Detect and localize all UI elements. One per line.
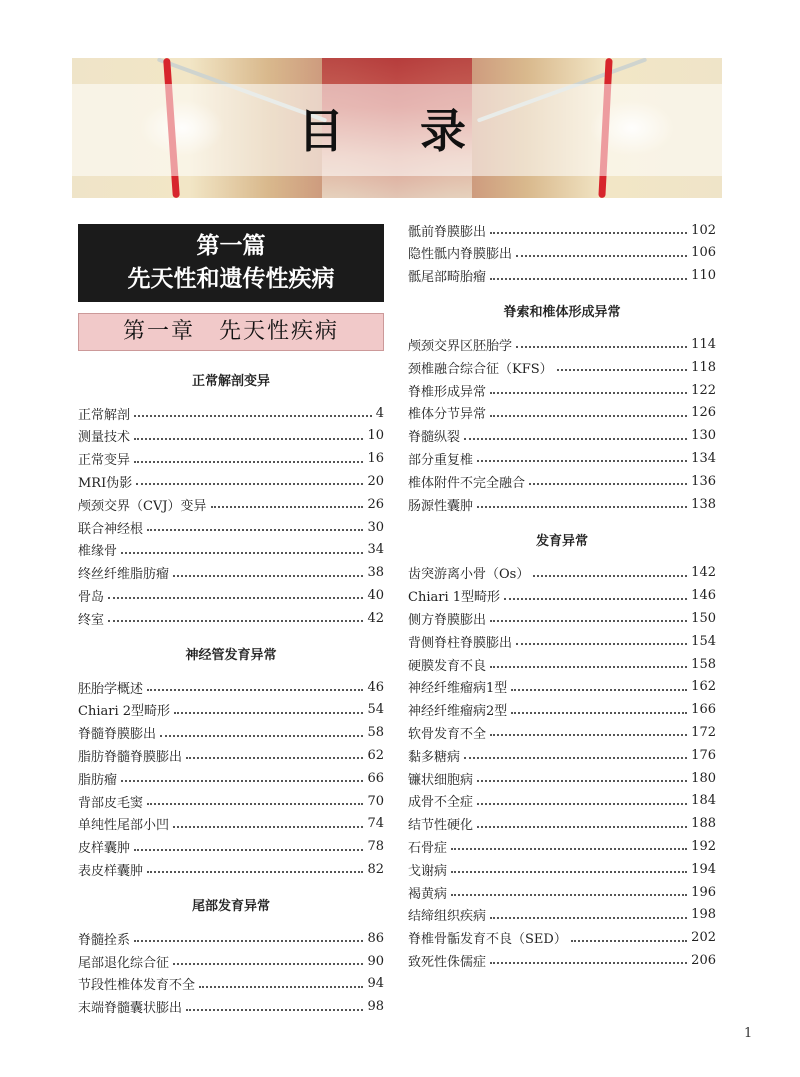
toc-entry[interactable] — [78, 562, 384, 584]
toc-entry[interactable] — [408, 379, 716, 401]
toc-entry[interactable] — [78, 699, 384, 721]
toc-entry-title: 隐性骶内脊膜膨出 — [408, 247, 513, 263]
page-number: 1 — [744, 1026, 753, 1041]
toc-entry[interactable] — [78, 767, 384, 789]
dot-leader — [477, 803, 687, 805]
dot-leader — [516, 643, 687, 645]
toc-entry-page: 78 — [367, 839, 384, 855]
toc-entry-page: 188 — [691, 816, 716, 832]
toc-entry[interactable] — [78, 539, 384, 561]
toc-entry[interactable] — [408, 927, 716, 949]
toc-entry-page: 66 — [367, 770, 384, 786]
dot-leader — [511, 689, 687, 691]
toc-entry[interactable] — [408, 333, 716, 355]
toc-entry-title: 脊椎骨骺发育不良（SED） — [408, 932, 567, 948]
toc-entry-title: 齿突游离小骨（Os） — [408, 567, 530, 583]
toc-entry-page: 134 — [691, 450, 716, 466]
toc-entry[interactable] — [408, 721, 716, 743]
toc-entry-title: 背侧脊柱脊膜膨出 — [408, 635, 513, 651]
toc-entry[interactable] — [408, 881, 716, 903]
toc-entry-title: 椎体附件不完全融合 — [408, 475, 526, 491]
toc-entry-page: 136 — [691, 473, 716, 489]
toc-entry-title: 结缔组织疾病 — [408, 909, 487, 925]
toc-entry-page: 4 — [375, 405, 384, 421]
toc-entry-page: 26 — [367, 496, 384, 512]
toc-entry[interactable] — [78, 448, 384, 470]
toc-entry-page: 110 — [691, 268, 716, 284]
toc-entry-title: 表皮样囊肿 — [78, 863, 144, 879]
toc-entry-page: 58 — [367, 725, 384, 741]
section-heading: 发育异常 — [535, 533, 588, 549]
toc-entry-title: 骶前脊膜膨出 — [408, 224, 487, 240]
toc-entry-title: 颅颈交界（CVJ）变异 — [78, 498, 207, 514]
dot-leader — [186, 757, 363, 759]
dot-leader — [147, 689, 363, 691]
toc-entry-page: 184 — [691, 793, 716, 809]
toc-entry-title: 正常解剖 — [78, 407, 131, 423]
toc-entry-title: 硬膜发育不良 — [408, 658, 487, 674]
toc-entry-page: 86 — [367, 930, 384, 946]
toc-entry-title: 戈谢病 — [408, 863, 448, 879]
toc-entry-title: 终丝纤维脂肪瘤 — [78, 567, 170, 583]
dot-leader — [490, 415, 687, 417]
toc-entry-page: 122 — [691, 382, 716, 398]
page-title: 目 录 — [297, 104, 496, 158]
toc-entry[interactable] — [408, 470, 716, 492]
toc-entry-page: 54 — [367, 702, 384, 718]
dot-leader — [134, 849, 363, 851]
toc-entry-page: 176 — [691, 747, 716, 763]
toc-entry[interactable] — [78, 973, 384, 995]
dot-leader — [490, 734, 687, 736]
toc-entry-title: 联合神经根 — [78, 521, 144, 537]
part-title: 先天性和遗传性疾病 — [127, 266, 335, 292]
toc-entry[interactable] — [408, 402, 716, 424]
dot-leader — [108, 620, 363, 622]
dot-leader — [557, 369, 688, 371]
toc-entry-title: 骶尾部畸胎瘤 — [408, 270, 487, 286]
dot-leader — [134, 438, 363, 440]
toc-entry-title: 石骨症 — [408, 840, 448, 856]
toc-entry[interactable] — [408, 265, 716, 287]
toc-entry-page: 158 — [691, 656, 716, 672]
toc-entry[interactable] — [78, 927, 384, 949]
toc-entry[interactable] — [408, 767, 716, 789]
toc-entry[interactable] — [408, 607, 716, 629]
toc-entry[interactable] — [78, 676, 384, 698]
dot-leader — [136, 483, 363, 485]
toc-entry-title: MRI伪影 — [78, 475, 133, 491]
dot-leader — [173, 963, 363, 965]
toc-entry-title: 椎缘骨 — [78, 544, 118, 560]
toc-entry-page: 40 — [367, 587, 384, 603]
dot-leader — [504, 598, 687, 600]
toc-entry-page: 162 — [691, 679, 716, 695]
toc-entry-title: 骨岛 — [78, 589, 105, 605]
dot-leader — [490, 392, 687, 394]
toc-entry[interactable] — [408, 676, 716, 698]
toc-entry-page: 94 — [367, 976, 384, 992]
toc-entry[interactable] — [408, 493, 716, 515]
toc-entry-page: 38 — [367, 565, 384, 581]
toc-entry-page: 62 — [367, 747, 384, 763]
dot-leader — [490, 620, 687, 622]
toc-entry-title: 单纯性尾部小凹 — [78, 818, 170, 834]
toc-entry-title: 神经纤维瘤病2型 — [408, 704, 508, 720]
title-banner — [72, 58, 722, 198]
dot-leader — [121, 552, 363, 554]
toc-entry-title: 神经纤维瘤病1型 — [408, 681, 508, 697]
toc-entry[interactable] — [78, 493, 384, 515]
toc-entry[interactable] — [78, 813, 384, 835]
dot-leader — [134, 461, 363, 463]
toc-entry-page: 138 — [691, 496, 716, 512]
dot-leader — [451, 894, 687, 896]
toc-entry-title: 结节性硬化 — [408, 818, 474, 834]
toc-entry-page: 196 — [691, 884, 716, 900]
dot-leader — [147, 803, 363, 805]
dot-leader — [147, 871, 363, 873]
toc-entry-title: 胚胎学概述 — [78, 681, 144, 697]
toc-entry-page: 142 — [691, 565, 716, 581]
toc-entry-page: 20 — [367, 473, 384, 489]
toc-entry[interactable] — [408, 949, 716, 971]
toc-entry-page: 192 — [691, 838, 716, 854]
toc-entry[interactable] — [408, 447, 716, 469]
toc-entry-page: 82 — [367, 861, 384, 877]
dot-leader — [464, 438, 687, 440]
toc-entry-page: 206 — [691, 952, 716, 968]
dot-leader — [134, 940, 363, 942]
toc-entry-title: 黏多糖病 — [408, 749, 461, 765]
dot-leader — [529, 483, 687, 485]
toc-entry-page: 46 — [367, 679, 384, 695]
toc-entry-title: 脊椎形成异常 — [408, 384, 487, 400]
dot-leader — [511, 712, 687, 714]
toc-entry-page: 198 — [691, 907, 716, 923]
toc-entry-page: 98 — [367, 999, 384, 1015]
section-heading: 脊索和椎体形成异常 — [503, 305, 621, 321]
toc-entry[interactable] — [78, 402, 384, 424]
toc-entry[interactable] — [78, 607, 384, 629]
dot-leader — [533, 575, 687, 577]
toc-entry[interactable] — [78, 858, 384, 880]
dot-leader — [490, 962, 687, 964]
toc-entry[interactable] — [78, 470, 384, 492]
toc-entry-title: 终室 — [78, 612, 105, 628]
dot-leader — [490, 666, 687, 668]
dot-leader — [571, 940, 687, 942]
toc-entry-title: 肠源性囊肿 — [408, 498, 474, 514]
toc-entry-page: 114 — [691, 336, 716, 352]
dot-leader — [173, 826, 363, 828]
dot-leader — [490, 917, 687, 919]
toc-entry[interactable] — [408, 630, 716, 652]
toc-entry-title: 背部皮毛窦 — [78, 795, 144, 811]
toc-entry-page: 102 — [691, 222, 716, 238]
toc-entry-page: 42 — [367, 610, 384, 626]
dot-leader — [160, 735, 363, 737]
toc-entry[interactable] — [408, 835, 716, 857]
toc-entry-title: Chiari 1型畸形 — [408, 590, 501, 606]
toc-entry[interactable] — [78, 425, 384, 447]
toc-entry-title: 测量技术 — [78, 430, 131, 446]
dot-leader — [477, 826, 687, 828]
toc-entry-page: 172 — [691, 724, 716, 740]
dot-leader — [477, 506, 687, 508]
toc-entry-page: 30 — [367, 519, 384, 535]
dot-leader — [477, 780, 687, 782]
toc-entry-page: 16 — [367, 451, 384, 467]
dot-leader — [199, 986, 363, 988]
dot-leader — [134, 415, 372, 417]
toc-entry-title: 节段性椎体发育不全 — [78, 978, 196, 994]
toc-entry-page: 180 — [691, 770, 716, 786]
toc-entry-title: 褐黄病 — [408, 886, 448, 902]
chapter-heading: 第一章 先天性疾病 — [78, 313, 384, 351]
toc-entry-title: 末端脊髓囊状膨出 — [78, 1001, 183, 1017]
toc-entry-title: 软骨发育不全 — [408, 726, 487, 742]
toc-entry[interactable] — [78, 584, 384, 606]
toc-entry[interactable] — [408, 585, 716, 607]
toc-entry-page: 202 — [691, 930, 716, 946]
dot-leader — [174, 712, 363, 714]
dot-leader — [451, 848, 687, 850]
toc-entry[interactable] — [408, 699, 716, 721]
toc-entry[interactable] — [78, 722, 384, 744]
section-heading: 尾部发育异常 — [191, 899, 270, 915]
section-heading: 正常解剖变异 — [191, 374, 270, 389]
toc-entry[interactable] — [408, 744, 716, 766]
toc-entry-title: 尾部退化综合征 — [78, 955, 170, 971]
toc-entry-page: 146 — [691, 588, 716, 604]
dot-leader — [464, 757, 687, 759]
toc-entry-title: 部分重复椎 — [408, 452, 474, 468]
toc-entry[interactable] — [78, 790, 384, 812]
toc-entry[interactable] — [408, 653, 716, 675]
toc-entry[interactable] — [408, 219, 716, 241]
toc-entry-page: 150 — [691, 610, 716, 626]
toc-entry[interactable] — [408, 425, 716, 447]
toc-entry-title: 镰状细胞病 — [408, 772, 474, 788]
section-heading: 神经管发育异常 — [185, 648, 277, 663]
part-heading — [78, 224, 384, 302]
toc-entry[interactable] — [408, 858, 716, 880]
toc-entry[interactable] — [408, 562, 716, 584]
toc-entry-title: 正常变异 — [78, 453, 131, 469]
dot-leader — [108, 597, 363, 599]
toc-entry[interactable] — [78, 996, 384, 1018]
toc-entry-page: 194 — [691, 861, 716, 877]
toc-entry[interactable] — [78, 950, 384, 972]
dot-leader — [477, 460, 687, 462]
toc-entry[interactable] — [78, 516, 384, 538]
dot-leader — [516, 346, 687, 348]
toc-entry-title: 致死性侏儒症 — [408, 954, 487, 970]
toc-entry-page: 106 — [691, 245, 716, 261]
dot-leader — [173, 575, 363, 577]
dot-leader — [211, 506, 364, 508]
toc-entry-title: 脊髓纵裂 — [408, 430, 461, 446]
toc-entry-page: 74 — [367, 816, 384, 832]
toc-entry-title: Chiari 2型畸形 — [78, 704, 171, 720]
dot-leader — [490, 278, 687, 280]
toc-entry-page: 154 — [691, 633, 716, 649]
toc-entry[interactable] — [408, 356, 716, 378]
dot-leader — [490, 232, 687, 234]
toc-entry-page: 126 — [691, 405, 716, 421]
toc-entry-title: 脂肪脊髓脊膜膨出 — [78, 749, 183, 765]
dot-leader — [451, 871, 687, 873]
toc-entry-title: 侧方脊膜膨出 — [408, 612, 487, 628]
toc-entry[interactable] — [408, 813, 716, 835]
toc-entry-page: 130 — [691, 428, 716, 444]
toc-entry-page: 90 — [367, 953, 384, 969]
toc-entry-title: 颅颈交界区胚胎学 — [408, 338, 513, 354]
toc-entry-title: 皮样囊肿 — [78, 841, 131, 857]
toc-entry[interactable] — [408, 790, 716, 812]
toc-entry-title: 椎体分节异常 — [408, 407, 487, 423]
toc-entry-page: 34 — [367, 542, 384, 558]
toc-entry[interactable] — [408, 242, 716, 264]
toc-entry[interactable] — [78, 836, 384, 858]
toc-entry-page: 166 — [691, 702, 716, 718]
part-number: 第一篇 — [196, 233, 266, 259]
dot-leader — [121, 780, 363, 782]
dot-leader — [147, 529, 363, 531]
toc-entry-title: 成骨不全症 — [408, 795, 474, 811]
toc-entry-page: 10 — [367, 428, 384, 444]
toc-entry[interactable] — [78, 744, 384, 766]
toc-entry-page: 118 — [691, 359, 716, 375]
toc-entry-title: 脂肪瘤 — [78, 772, 118, 788]
toc-entry-title: 颈椎融合综合征（KFS） — [408, 361, 553, 377]
toc-entry-title: 脊髓拴系 — [78, 932, 131, 948]
toc-entry-page: 70 — [367, 793, 384, 809]
dot-leader — [516, 255, 687, 257]
toc-entry-title: 脊髓脊膜膨出 — [78, 727, 157, 743]
dot-leader — [186, 1009, 363, 1011]
toc-entry[interactable] — [408, 904, 716, 926]
